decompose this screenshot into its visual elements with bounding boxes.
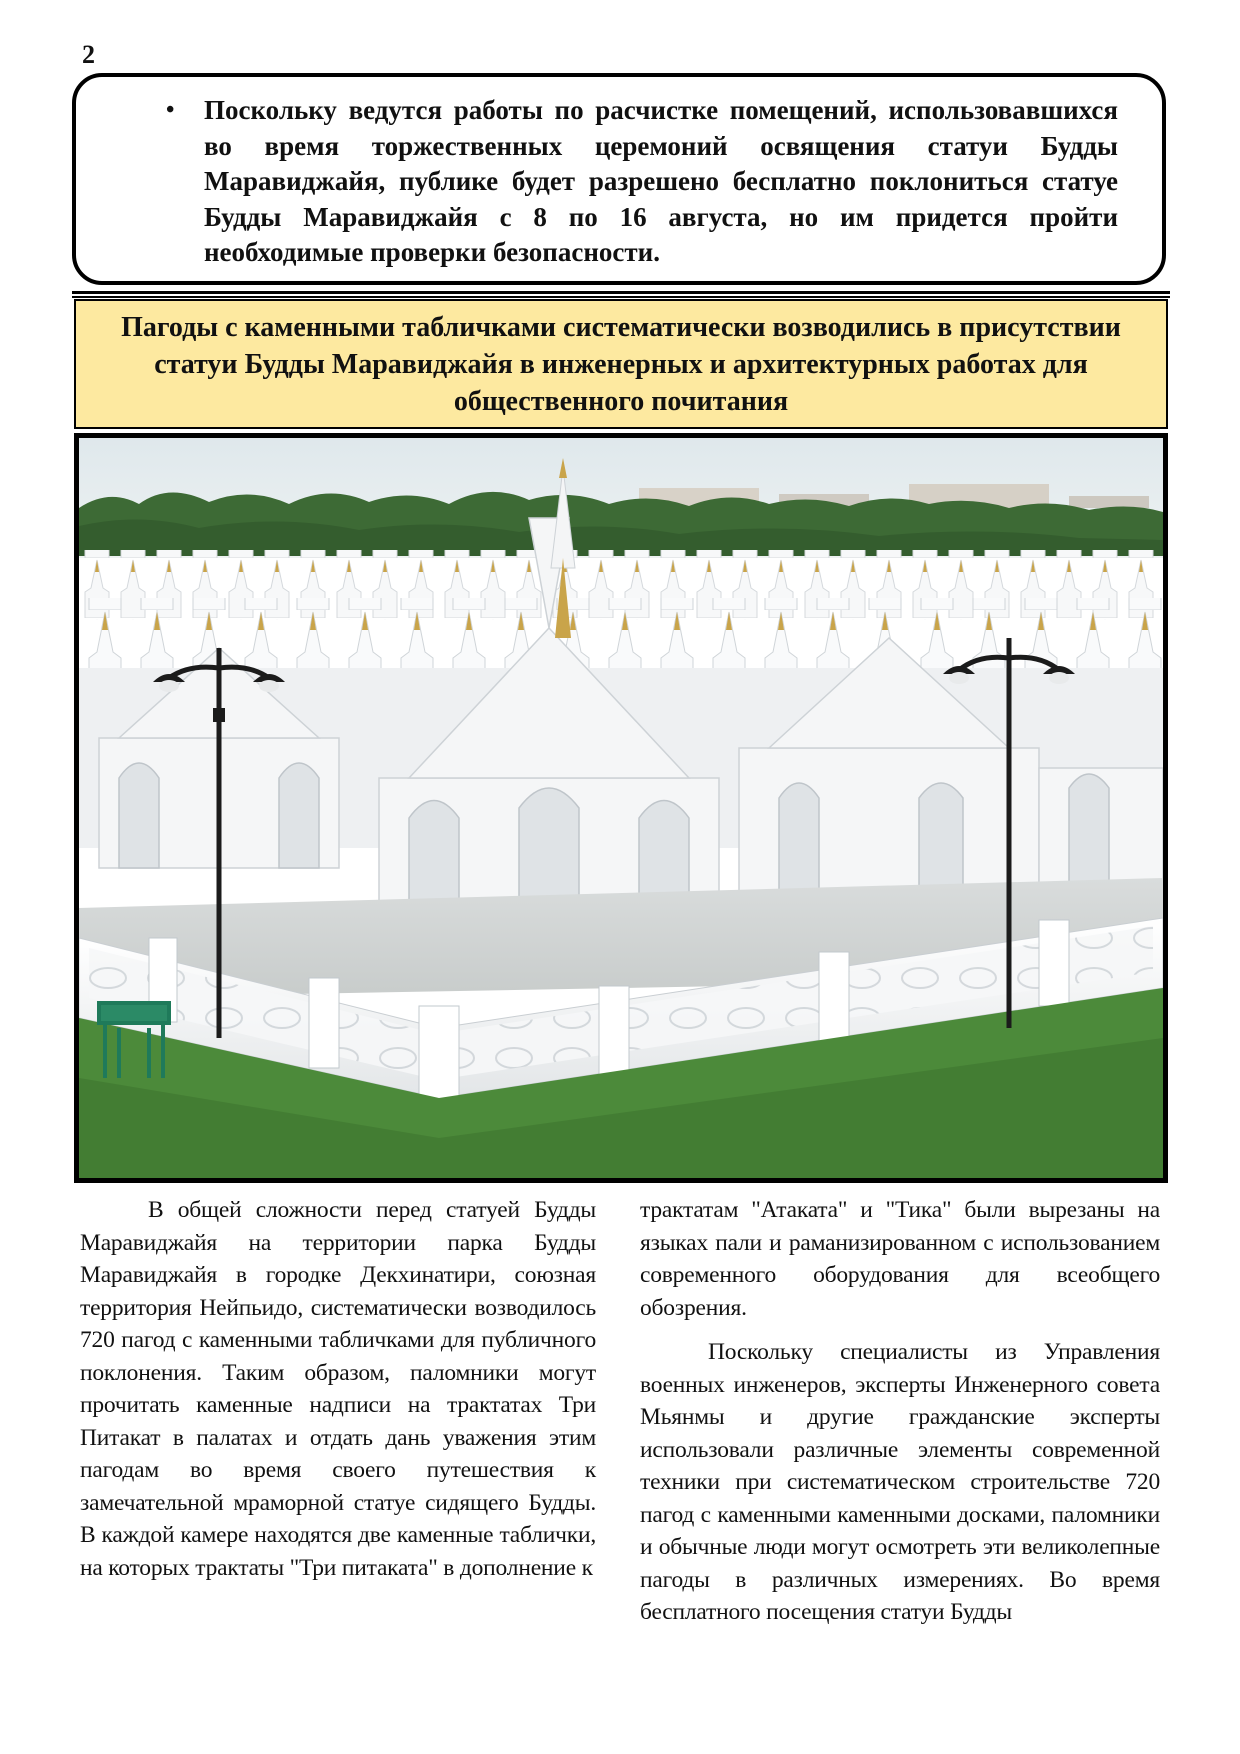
article-paragraph: Поскольку специалисты из Управления военных инженеров, эксперты Инженерного совета Мьянмы и другие гражданские эксперты использовали различные элементы современной техники при систематическом строительстве 720 пагод с каменными каменными досками, паломники и обычные люди могут осмотреть эти великолепные пагоды в различных измерениях. Во время бесплатного посещения статуи Будды <box>640 1339 1160 1625</box>
article-paragraph-continued: трактатам "Атаката" и "Тика" были вырезаны на языках пали и раманизированном с использованием современного оборудования для всеобщего обозрения. <box>640 1197 1160 1321</box>
double-rule-divider <box>72 291 1170 298</box>
page-number: 2 <box>82 40 95 69</box>
article-paragraph: В общей сложности перед статуей Будды Маравиджайя на территории парка Будды Маравиджайя в городке Декхинатири, союзная территория Нейпьидо, систематически возводилось 720 пагод с каменными табличками для публичного поклонения. Таким образом, паломники могут прочитать каменные надписи на трактатах Три Питакат в палатах и отдать дань уважения этим пагодам во время своего путешествия к замечательной мраморной статуе сидящего Будды. В каждой камере находятся две каменные таблички, на которых трактаты "Три питаката" в дополнение к <box>80 1197 596 1581</box>
notice-item <box>166 93 1118 271</box>
headline: Пагоды с каменными табличками систематически возводились в присутствии статуи Будды Маравиджайя в инженерных и архитектурных работах для общественного почитания <box>74 299 1168 429</box>
notice-list <box>132 93 1118 271</box>
pagoda-photo-illustration <box>79 438 1163 1178</box>
pagoda-photo <box>74 433 1168 1183</box>
notice-text: Поскольку ведутся работы по расчистке помещений, использовавшихся во время торжественных церемоний освящения статуи Будды Маравиджайя, публике будет разрешено бесплатно поклониться статуе Будды Маравиджайя с 8 по 16 августа, но им придется пройти необходимые проверки безопасности. <box>204 95 1118 267</box>
notice-box <box>72 73 1166 285</box>
article-right-column <box>640 1194 1160 1641</box>
bullet-icon: • <box>166 97 175 123</box>
article-left-column <box>80 1194 596 1596</box>
